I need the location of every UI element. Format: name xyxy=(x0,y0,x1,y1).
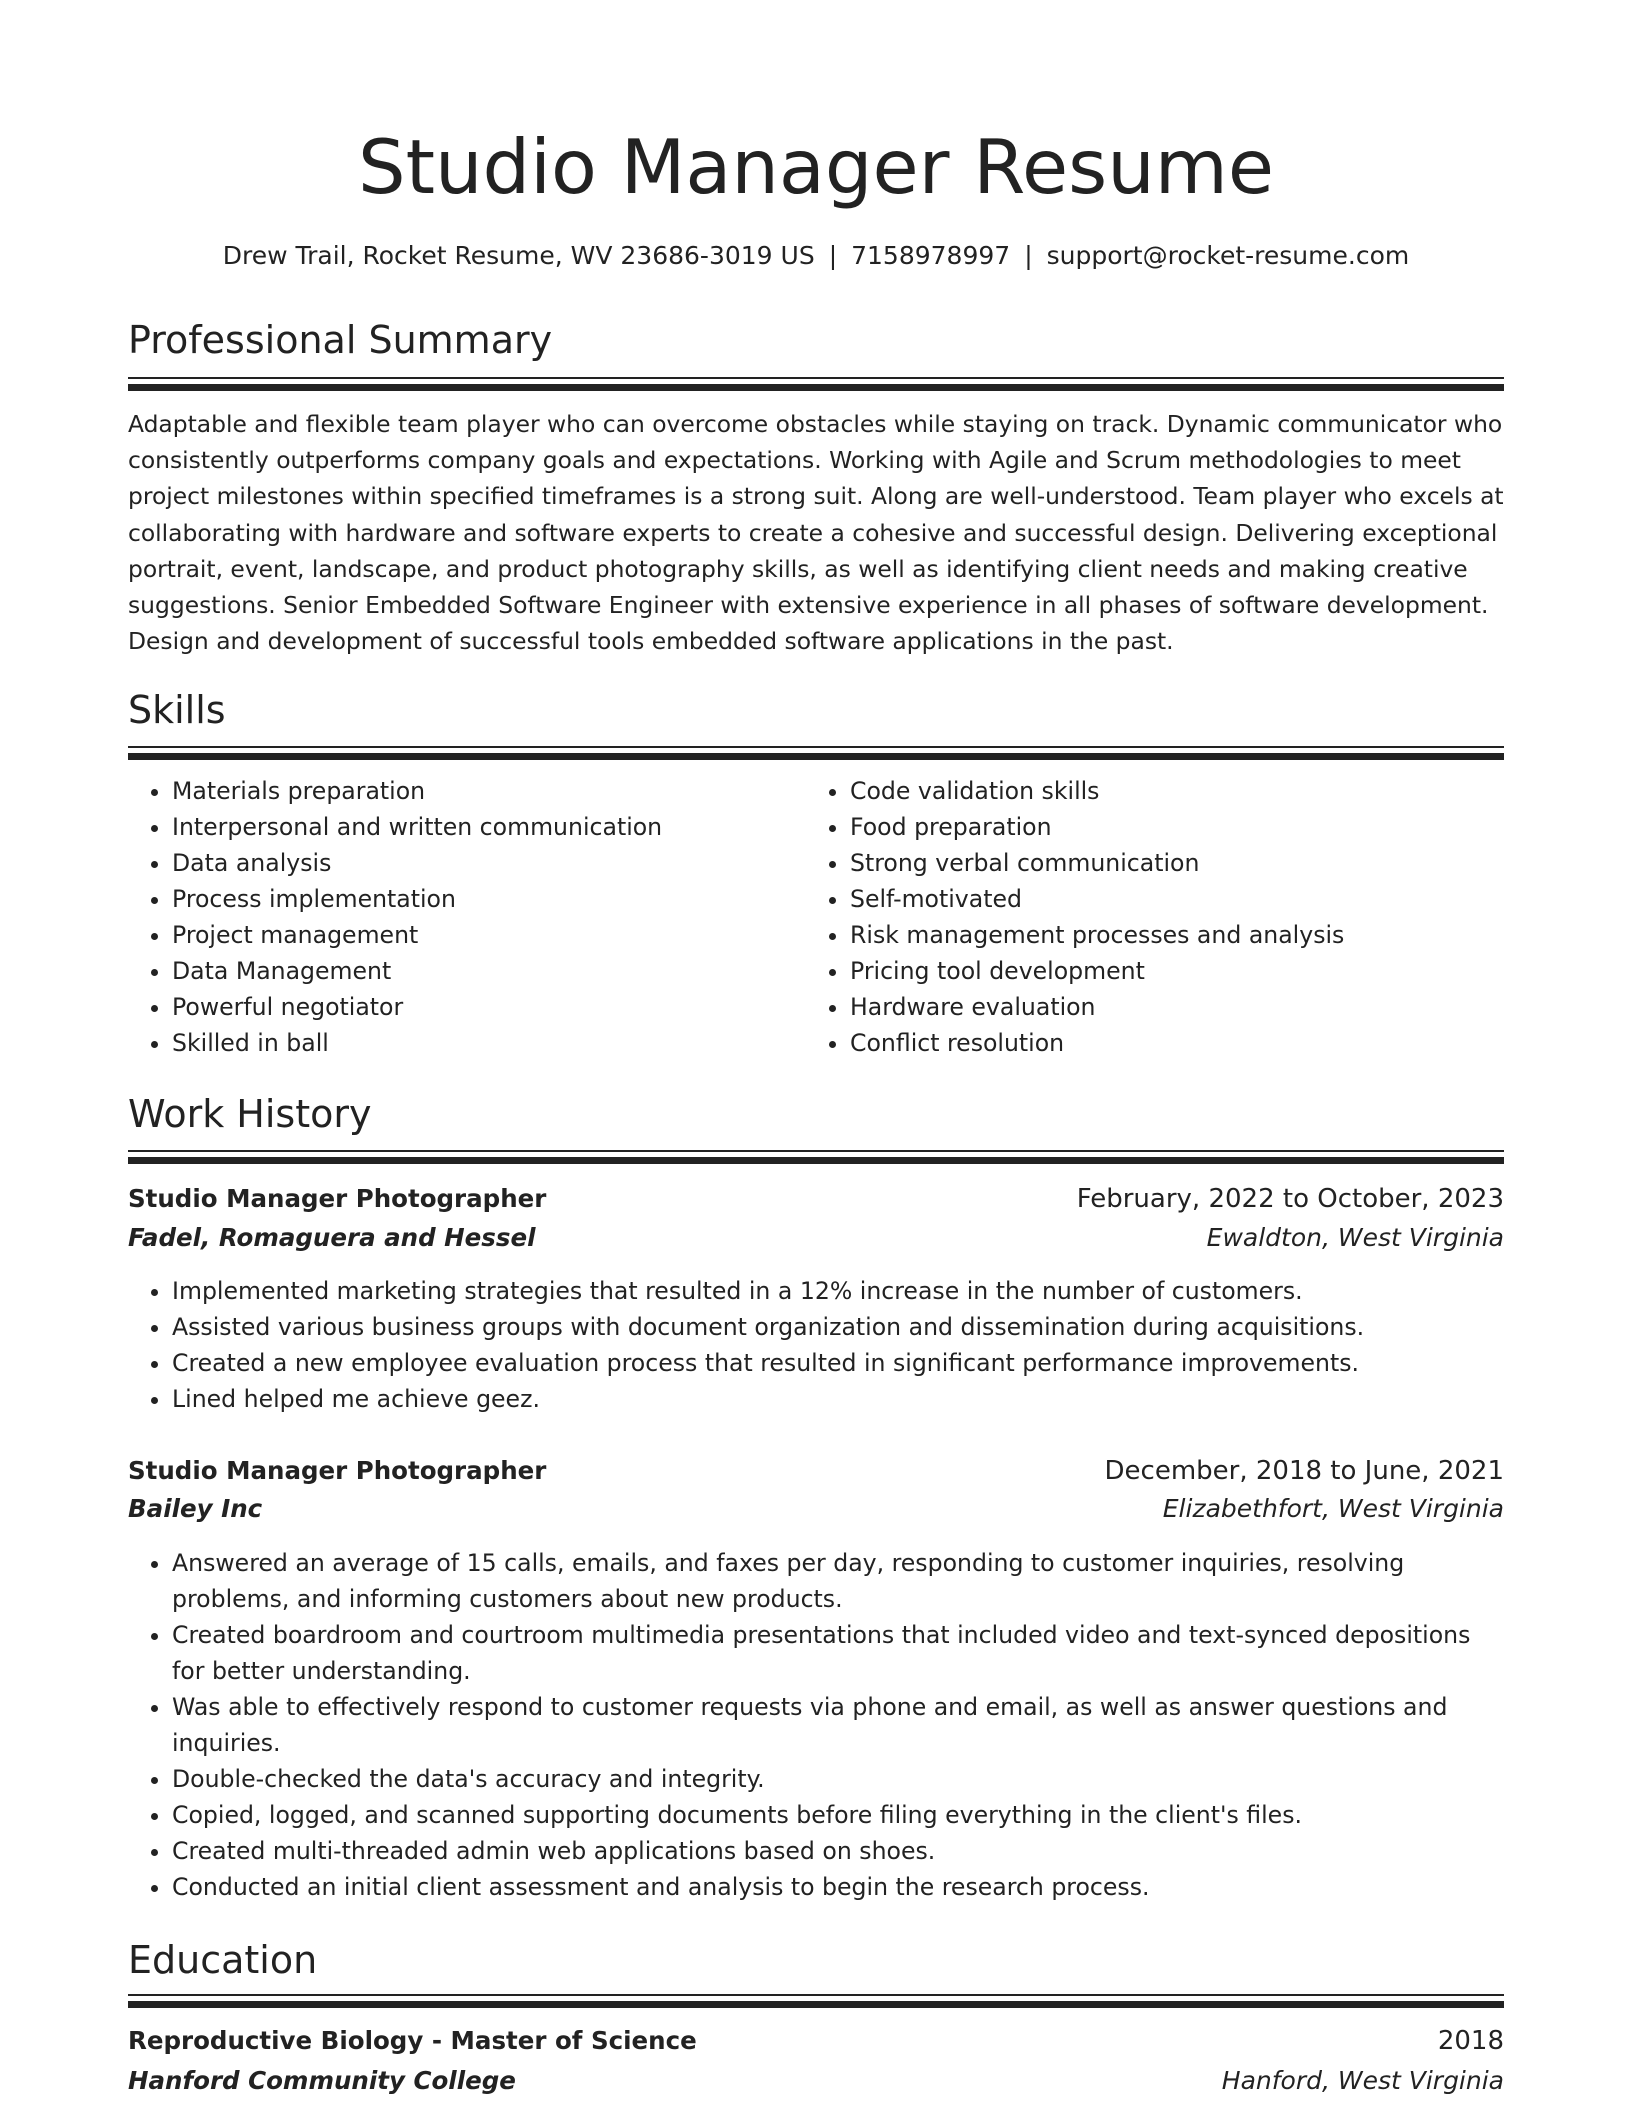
skills-right-column xyxy=(806,773,1486,1061)
job-location: Elizabethfort, West Virginia xyxy=(1162,1494,1504,1523)
job-bullet-list xyxy=(128,1273,1504,1417)
skills-heading: Skills xyxy=(128,688,226,732)
work-heading: Work History xyxy=(128,1092,372,1136)
skills-list-right xyxy=(806,773,1486,1061)
contact-separator: | xyxy=(1024,241,1033,270)
summary-heading: Professional Summary xyxy=(128,318,553,362)
skill-item: • Materials preparation xyxy=(172,773,808,809)
job-dates: February, 2022 to October, 2023 xyxy=(1076,1184,1504,1214)
skill-item: • Project management xyxy=(172,917,808,953)
education-heading: Education xyxy=(128,1938,318,1982)
contact-phone: 7158978997 xyxy=(851,241,1011,270)
job-bullet: • Created a new employee evaluation process that resulted in significant performance improvements. xyxy=(172,1345,1504,1381)
job-company-row xyxy=(128,1490,1504,1528)
job-company: Fadel, Romaguera and Hessel xyxy=(128,1223,536,1252)
section-divider xyxy=(128,1150,1504,1164)
skill-item: • Conflict resolution xyxy=(850,1025,1486,1061)
skill-item: • Code validation skills xyxy=(850,773,1486,809)
job-bullets xyxy=(128,1545,1504,1905)
job-company: Bailey Inc xyxy=(128,1494,263,1523)
skill-item: • Interpersonal and written communication xyxy=(172,809,808,845)
education-school: Hanford Community College xyxy=(128,2066,516,2095)
job-bullet: • Lined helped me achieve geez. xyxy=(172,1381,1504,1417)
summary-section-header xyxy=(128,316,1504,364)
summary-text: Adaptable and flexible team player who can overcome obstacles while staying on track. Dynamic communicator who consistently outperforms company goals and expectations. Working with Agile and Scrum methodologies to meet project milestones within specified timeframes is a strong suit. Along are well-understood. Team player who excels at collaborating with hardware and software experts to create a cohesive and successful design. Delivering exceptional portrait, event, landscape, and product photography skills, as well as identifying client needs and making creative suggestions. Senior Embedded Software Engineer with extensive experience in all phases of software development. Design and development of successful tools embedded software applications in the past. xyxy=(128,410,1504,656)
skill-item: • Self-motivated xyxy=(850,881,1486,917)
education-location: Hanford, West Virginia xyxy=(1221,2066,1504,2095)
skill-item: • Data Management xyxy=(172,953,808,989)
education-header-row xyxy=(128,2022,1504,2060)
education-degree: Reproductive Biology - Master of Science xyxy=(128,2026,697,2055)
skills-list-left xyxy=(128,773,808,1061)
job-company-row xyxy=(128,1219,1504,1257)
skill-item: • Powerful negotiator xyxy=(172,989,808,1025)
job-location: Ewaldton, West Virginia xyxy=(1206,1223,1504,1252)
job-dates: December, 2018 to June, 2021 xyxy=(1104,1456,1504,1486)
job-bullet: • Double-checked the data's accuracy and integrity. xyxy=(172,1761,1504,1797)
section-divider xyxy=(128,1994,1504,2008)
job-title: Studio Manager Photographer xyxy=(128,1456,547,1485)
skills-section-header xyxy=(128,686,1504,734)
job-header-row xyxy=(128,1452,1504,1490)
work-section-header xyxy=(128,1090,1504,1138)
job-title: Studio Manager Photographer xyxy=(128,1184,547,1213)
skill-item: • Data analysis xyxy=(172,845,808,881)
job-bullets xyxy=(128,1273,1504,1417)
job-bullet: • Assisted various business groups with document organization and dissemination during acquisitions. xyxy=(172,1309,1504,1345)
contact-separator: | xyxy=(828,241,838,270)
job-bullet: • Answered an average of 15 calls, emails, and faxes per day, responding to customer inquiries, resolving problems, and informing customers about new products. xyxy=(172,1545,1504,1617)
skill-item: • Skilled in ball xyxy=(172,1025,808,1061)
contact-line xyxy=(128,238,1504,274)
education-year: 2018 xyxy=(1437,2026,1504,2056)
job-bullet: • Copied, logged, and scanned supporting documents before filing everything in the client's files. xyxy=(172,1797,1504,1833)
resume-title: Studio Manager Resume xyxy=(357,123,1274,211)
skill-item: • Food preparation xyxy=(850,809,1486,845)
job-bullet: • Was able to effectively respond to customer requests via phone and email, as well as answer questions and inquiries. xyxy=(172,1689,1504,1761)
job-bullet: • Created multi-threaded admin web applications based on shoes. xyxy=(172,1833,1504,1869)
job-bullet: • Conducted an initial client assessment and analysis to begin the research process. xyxy=(172,1869,1504,1905)
contact-email: support@rocket-resume.com xyxy=(1046,241,1410,270)
skill-item: • Strong verbal communication xyxy=(850,845,1486,881)
skill-item: • Hardware evaluation xyxy=(850,989,1486,1025)
education-section-header xyxy=(128,1936,1504,1984)
job-bullet-list xyxy=(128,1545,1504,1905)
education-school-row xyxy=(128,2062,1504,2100)
skill-item: • Risk management processes and analysis xyxy=(850,917,1486,953)
contact-address: Drew Trail, Rocket Resume, WV 23686-3019 US xyxy=(222,241,815,270)
section-divider xyxy=(128,377,1504,391)
section-divider xyxy=(128,746,1504,760)
skills-left-column xyxy=(128,773,808,1061)
job-header-row xyxy=(128,1180,1504,1218)
job-bullet: • Implemented marketing strategies that resulted in a 12% increase in the number of customers. xyxy=(172,1273,1504,1309)
skill-item: • Process implementation xyxy=(172,881,808,917)
job-bullet: • Created boardroom and courtroom multimedia presentations that included video and text-synced depositions for better understanding. xyxy=(172,1617,1504,1689)
skill-item: • Pricing tool development xyxy=(850,953,1486,989)
